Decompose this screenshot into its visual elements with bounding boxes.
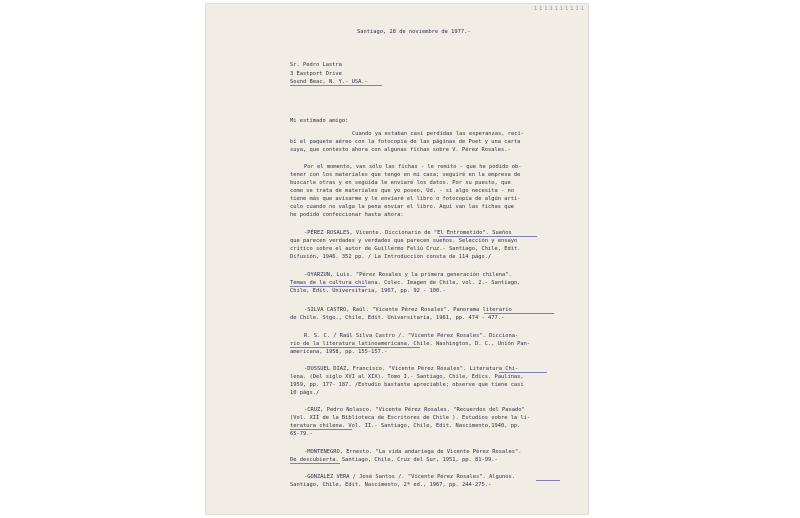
letter-page [206, 4, 588, 514]
address-line: 3 Eastport Drive [290, 71, 342, 77]
title-underline [536, 480, 560, 481]
bibliography-entry: 1959, pp. 177- 187. /Estudio bastante apreciable; observe que tiene casi [290, 382, 524, 388]
bibliography-entry: -MONTENEGRO, Ernesto. "La vida andariega de Vicente Pérez Rosales". [304, 449, 522, 455]
bibliography-entry: americana, 1958, pp. 155-157.- [290, 349, 388, 355]
bibliography-entry: Temas de la cultura chilena. Colec. Imagen de Chile, vol. 2.- Santiago, [290, 280, 521, 286]
bibliography-entry: -PÉREZ ROSALES, Vicente. Diccionario de "El Entrometido". Sueños [304, 230, 512, 236]
title-underline [439, 236, 537, 237]
bibliography-entry: -GONZALEZ VERA / José Santos /. "Vicente Pérez Rosales". Algunos. [304, 474, 515, 480]
paragraph-line: Cuando ya estaban casi perdidas las esperanzas, reci- [352, 131, 525, 137]
bibliography-entry: que parecen verdades y verdades que parecen sueños. Selección y ensayo [290, 238, 518, 244]
bibliography-entry: 10 págs./ [290, 390, 320, 396]
title-underline [290, 463, 340, 464]
address-line: Sound Beac, N. Y.- USA.- [290, 79, 368, 85]
paragraph-line: Por el momento, van sólo las fichas - le remito - que he podido ob- [304, 164, 522, 170]
title-underline [290, 429, 352, 430]
bibliography-entry: lena. (Del siglo XVI al XIX). Tomo I.- Santiago, Chile, Edics. Paulinas, [290, 374, 524, 380]
address-underline [290, 85, 382, 86]
paragraph-line: he podido confeccionar hasta ahora: [290, 212, 404, 218]
address-line: Sr. Pedro Lastra [290, 62, 342, 68]
salutation: Mi estimado amigo: [290, 118, 349, 124]
paragraph-line: bí el paquete aéreo con la fotocopia de las páginas de Poet y una carta [290, 139, 521, 145]
paragraph-line: suya, que contesto ahora con algunas fichas sobre V. Pérez Rosales.- [290, 147, 511, 153]
title-underline [499, 372, 547, 373]
bibliography-entry: rio de la literatura latinoamericana. Chile. Washington, D. C., Unión Pan- [290, 341, 531, 347]
bibliography-entry: crítico sobre el autor de Guillermo Feliú Cruz.- Santiago, Chile, Edit. [290, 246, 521, 252]
title-underline [484, 313, 554, 314]
bibliography-entry: -DUSSUEL DIAZ, Francisco. "Vicente Pérez Rosales". Literatura Chi- [304, 366, 519, 372]
letter-date: Santiago, 28 de noviembre de 1977.- [357, 29, 471, 35]
bibliography-entry: -SILVA CASTRO, Raúl. "Vicente Pérez Rosales". Panorama literario [304, 307, 512, 313]
bibliography-entry: teratura chilena. Vol. II.- Santiago, Chile, Edit. Nascimento,1940, pp. [290, 423, 521, 429]
bibliography-entry: 65-79.- [290, 431, 313, 437]
title-underline [290, 347, 420, 348]
paragraph-line: como se trata de materiales que yo poseo, Ud. - si algo necesita - no [290, 188, 514, 194]
bibliography-entry: de Chile. Stgo., Chile, Edit. Universitaria, 1961, pp. 474 - 477.- [290, 315, 505, 321]
bibliography-entry: -CRUZ, Pedro Nolasco. "Vicente Pérez Rosales. "Recuerdos del Pasado" [304, 407, 525, 413]
bibliography-entry: Chile, Edit. Universitaria, 1967, pp. 92 - 100.- [290, 288, 446, 294]
paragraph-line: culo cuando no valga la pena enviar el libro. Aquí van las fichas que [290, 204, 514, 210]
paragraph-line: tener con los materiales que tengo en mi casa; seguiré en la empresa de [290, 172, 521, 178]
bibliography-entry: R. S. C. / Raúl Silva Castro /. "Vicente Pérez Rosales". Dicciona- [304, 333, 519, 339]
paragraph-line: tiene más que avisarme y le enviaré el libro o fotocopia de algún artí- [290, 196, 521, 202]
bibliography-entry: -OYARZUN, Luis. "Pérez Rosales y la primera generación chilena". [304, 272, 512, 278]
bibliography-entry: (Vol. XII de la Biblioteca de Escritores de Chile ). Estudios sobre la li- [290, 415, 531, 421]
paragraph-line: buscarle otras y en seguida le enviaré los datos. Por su puesto, que [290, 180, 511, 186]
archive-code: 1 1 1 1 1 1 1 1 1 1 [534, 6, 584, 12]
bibliography-entry: Santiago, Chile, Edit. Nascimento, 2ª ed., 1967, pp. 244-275.- [290, 482, 492, 488]
title-underline [290, 286, 366, 287]
bibliography-entry: Difusión, 1946. 352 pp. / La Introducción consta de 114 págs./ [290, 254, 492, 260]
bibliography-entry: De descubierta. Santiago, Chile, Cruz del Sur, 1951, pp. 81-99.- [290, 457, 498, 463]
